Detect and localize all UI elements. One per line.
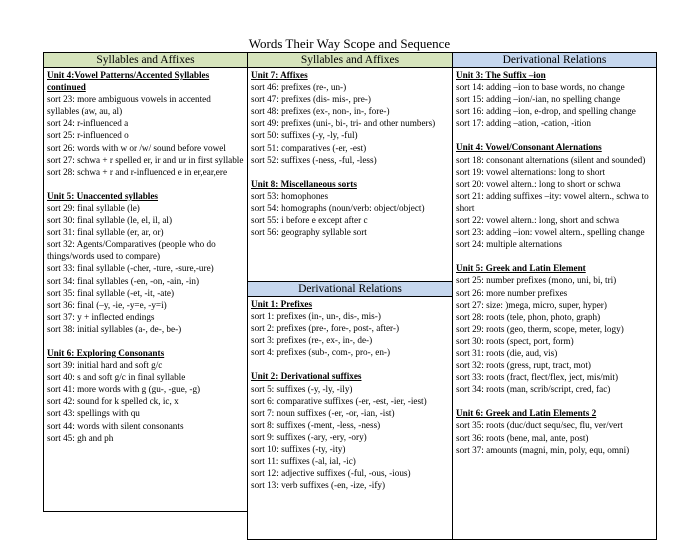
sort-item: sort 29: roots (geo, therm, scope, meter, logy) (456, 323, 624, 334)
sort-item: sort 33: final syllable (-cher, -ture, -sure,-ure) (47, 263, 214, 274)
sort-item: sort 44: words with silent consonants (47, 420, 184, 431)
sort-item: sort 7: noun suffixes (-er, -or, -ian, -ist) (251, 407, 395, 418)
sort-item: sort 17: adding –ation, -cation, -ition (456, 118, 591, 129)
sort-item: sort 37: y + inflected endings (47, 311, 155, 322)
sort-item: sort 2: prefixes (pre-, fore-, post-, after-) (251, 323, 400, 334)
sort-item: sort 9: suffixes (-ary, -ery, -ory) (251, 431, 367, 442)
unit-heading: Unit 8: Miscellaneous sorts (251, 178, 357, 189)
sort-item: sort 26: more number prefixes (456, 287, 568, 298)
unit-heading: Unit 5: Unaccented syllables (47, 190, 159, 201)
section-header: Derivational Relations (248, 282, 452, 297)
sort-item: sort 32: roots (gress, rupt, tract, mot) (456, 360, 591, 371)
unit-spacer (456, 129, 653, 141)
sort-item: sort 25: r-influenced o (47, 130, 129, 141)
sort-item: sort 36: final (–y, -ie, -y=e, -y=i) (47, 299, 167, 310)
sort-item: sort 35: roots (duc/duct sequ/sec, flu, ver/vert (456, 420, 623, 431)
sort-item: sort 51: comparatives (-er, -est) (251, 142, 367, 153)
unit-spacer (47, 178, 244, 190)
sort-item: sort 54: homographs (noun/verb: object/object) (251, 202, 425, 213)
sort-item: sort 30: roots (spect, port, form) (456, 335, 574, 346)
sort-item: sort 32: Agents/Comparatives (people who do things/words used to compare) (47, 239, 216, 262)
sort-item: sort 21: adding suffixes –ity: vowel altern., schwa to short (456, 190, 649, 213)
page-title: Words Their Way Scope and Sequence (248, 36, 451, 51)
sort-item: sort 22: vowel altern.: long, short and schwa (456, 215, 620, 226)
sort-item: sort 24: multiple alternations (456, 239, 562, 250)
column-syllables-affixes-2 (247, 52, 453, 540)
sort-item: sort 23: adding –ion: vowel altern., spelling change (456, 227, 645, 238)
sort-item: sort 25: number prefixes (mono, uni, bi, tri) (456, 275, 617, 286)
sort-item: sort 38: initial syllables (a-, de-, be-) (47, 323, 182, 334)
sort-item: sort 5: suffixes (-y, -ly, -ily) (251, 383, 353, 394)
sort-item: sort 42: sound for k spelled ck, ic, x (47, 396, 179, 407)
sort-item: sort 19: vowel alternations: long to short (456, 166, 606, 177)
sort-item: sort 28: schwa + r and r-influenced e in er,ear,ere (47, 166, 228, 177)
sort-item: sort 36: roots (bene, mal, ante, post) (456, 432, 589, 443)
unit-spacer (47, 335, 244, 347)
sort-item: sort 30: final syllable (le, el, il, al) (47, 215, 173, 226)
column-header: Derivational Relations (453, 53, 656, 68)
sort-item: sort 16: adding –ion, e-drop, and spelling change (456, 106, 636, 117)
sort-item: sort 45: gh and ph (47, 432, 114, 443)
unit-heading: Unit 4: Vowel/Consonant Alernations (456, 142, 602, 153)
sort-item: sort 41: more words with g (gu-, -gue, -g) (47, 384, 201, 395)
sort-item: sort 34: final syllables (-en, -on, -ain, -in) (47, 275, 200, 286)
unit-spacer (251, 166, 449, 178)
unit-spacer (456, 395, 653, 407)
sort-item: sort 1: prefixes (in-, un-, dis-, mis-) (251, 311, 381, 322)
sort-item: sort 27: size: )mega, micro, super, hyper) (456, 299, 607, 310)
unit-heading: Unit 2: Derivational suffixes (251, 371, 362, 382)
sort-item: sort 47: prefixes (dis- mis-, pre-) (251, 94, 371, 105)
sort-item: sort 55: i before e except after c (251, 215, 368, 226)
column-body (453, 68, 656, 456)
sort-item: sort 6: comparative suffixes (-er, -est, -ier, -iest) (251, 395, 427, 406)
derivational-relations-section (248, 281, 452, 491)
sort-item: sort 26: words with w or /w/ sound before vowel (47, 142, 226, 153)
section-body (248, 297, 452, 491)
sort-item: sort 34: roots (man, scrib/script, cred, fac) (456, 384, 611, 395)
sort-item: sort 14: adding –ion to base words, no change (456, 82, 625, 93)
sort-item: sort 52: suffixes (-ness, -ful, -less) (251, 154, 377, 165)
unit-spacer (251, 358, 449, 370)
sort-item: sort 11: suffixes (-al, ial, -ic) (251, 456, 356, 467)
sort-item: sort 20: vowel altern.: long to short or schwa (456, 178, 621, 189)
sort-item: sort 8: suffixes (-ment, -less, -ness) (251, 419, 381, 430)
sort-item: sort 46: prefixes (re-, un-) (251, 82, 347, 93)
sort-item: sort 53: homophones (251, 190, 329, 201)
sort-item: sort 23: more ambiguous vowels in accented syllables (aw, au, al) (47, 94, 211, 117)
sort-item: sort 3: prefixes (re-, ex-, in-, de-) (251, 335, 373, 346)
sort-item: sort 35: final syllable (-et, -it, -ate) (47, 287, 175, 298)
column-derivational-relations (452, 52, 657, 540)
sort-item: sort 33: roots (fract, flect/flex, ject, mis/mit) (456, 372, 619, 383)
unit-heading: Unit 7: Affixes (251, 70, 308, 80)
sort-item: sort 4: prefixes (sub-, com-, pro-, en-) (251, 347, 391, 358)
sort-item: sort 48: prefixes (ex-, non-, in-, fore-) (251, 106, 390, 117)
unit-heading: Unit 6: Exploring Consonants (47, 347, 165, 358)
sort-item: sort 10: suffixes (-ty, -ity) (251, 444, 346, 455)
sort-item: sort 40: s and soft g/c in final syllable (47, 372, 186, 383)
sort-item: sort 39: initial hard and soft g/c (47, 360, 163, 371)
unit-heading: Unit 3: The Suffix –ion (456, 70, 546, 80)
sort-item: sort 43: spellings with qu (47, 408, 140, 419)
unit-heading: Unit 6: Greek and Latin Elements 2 (456, 408, 597, 419)
sort-item: sort 12: adjective suffixes (-ful, -ous, -ious) (251, 468, 411, 479)
sort-item: sort 56: geography syllable sort (251, 227, 367, 238)
column-body (44, 68, 247, 444)
sort-item: sort 28: roots (tele, phon, photo, graph) (456, 311, 601, 322)
unit-spacer (456, 250, 653, 262)
sort-item: sort 31: final syllable (er, ar, or) (47, 227, 164, 238)
sort-item: sort 37: amounts (magni, min, poly, equ, omni) (456, 444, 630, 455)
sort-item: sort 13: verb suffixes (-en, -ize, -ify) (251, 480, 386, 491)
sort-item: sort 15: adding –ion/-ian, no spelling change (456, 94, 621, 105)
unit-heading: Unit 5: Greek and Latin Element (456, 263, 586, 274)
column-syllables-affixes-1 (43, 52, 248, 512)
sort-item: sort 49: prefixes (uni-, bi-, tri- and other numbers) (251, 118, 436, 129)
column-body (248, 68, 452, 238)
sort-item: sort 18: consonant alternations (silent and sounded) (456, 154, 646, 165)
unit-heading: Unit 1: Prefixes (251, 299, 313, 309)
column-header: Syllables and Affixes (44, 53, 247, 68)
unit-heading: Unit 4:Vowel Patterns/Accented Syllables continued (47, 70, 210, 93)
sort-item: sort 24: r-influenced a (47, 118, 129, 129)
sort-item: sort 50: suffixes (-y, -ly, -ful) (251, 130, 358, 141)
column-header: Syllables and Affixes (248, 53, 452, 68)
sort-item: sort 29: final syllable (le) (47, 202, 140, 213)
sort-item: sort 27: schwa + r spelled er, ir and ur in first syllable (47, 154, 244, 165)
sort-item: sort 31: roots (die, aud, vis) (456, 347, 558, 358)
